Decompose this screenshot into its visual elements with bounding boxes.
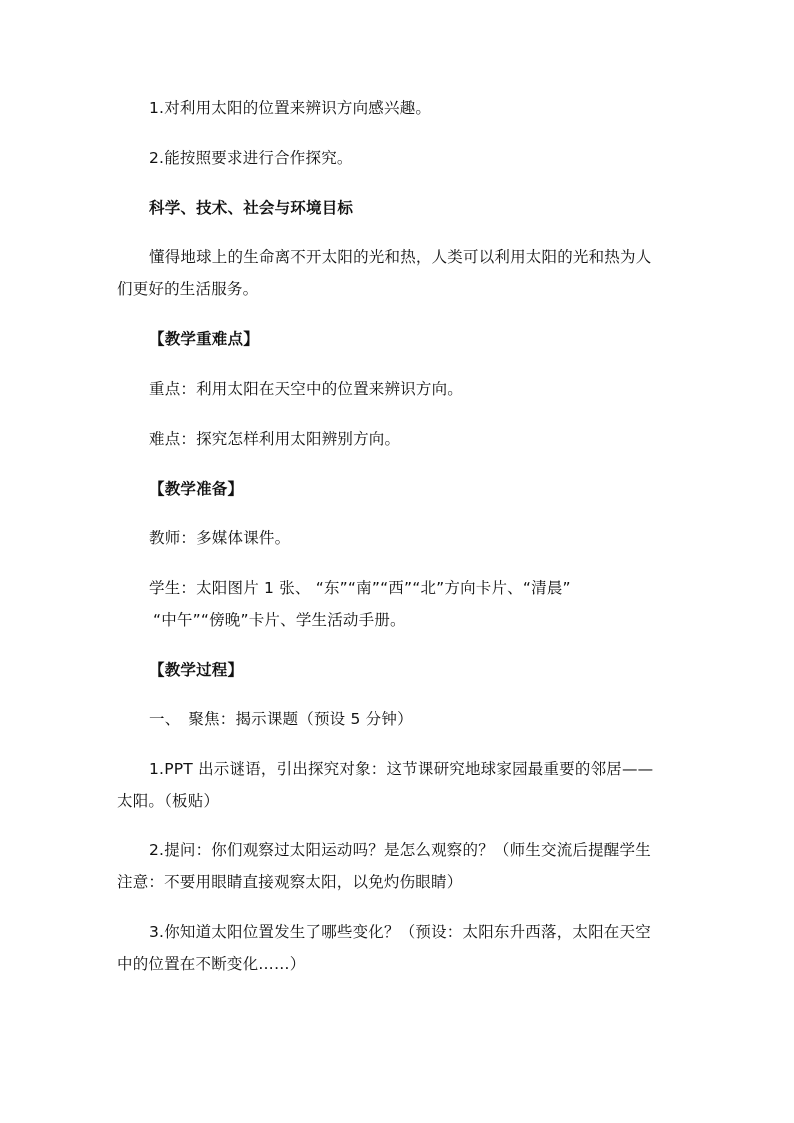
preparation-teacher: 教师：多媒体课件。 [149, 529, 291, 547]
process-item-1-line-1: 1.PPT 出示谜语，引出探究对象：这节课研究地球家园最重要的邻居—— [149, 760, 654, 778]
goal-item-2: 2.能按照要求进行合作探究。 [149, 149, 353, 167]
sts-goal-paragraph-line-2: 们更好的生活服务。 [117, 280, 259, 298]
section-heading-key-points: 【教学重难点】 [149, 330, 259, 348]
preparation-student-line-1: 学生：太阳图片 1 张、 “东”“南”“西”“北”方向卡片、“清晨” [149, 579, 571, 597]
goal-item-1: 1.对利用太阳的位置来辨识方向感兴趣。 [149, 99, 432, 117]
key-point-difficulty: 难点：探究怎样利用太阳辨别方向。 [149, 430, 401, 448]
section-heading-sts-goals: 科学、技术、社会与环境目标 [149, 199, 354, 217]
preparation-student-line-2: “中午”“傍晚”卡片、学生活动手册。 [153, 611, 406, 629]
process-step-heading-1: 一、 聚焦：揭示课题（预设 5 分钟） [149, 710, 413, 728]
process-item-1-line-2: 太阳。（板贴） [117, 792, 220, 810]
key-point-focus: 重点：利用太阳在天空中的位置来辨识方向。 [149, 380, 464, 398]
process-item-3-line-2: 中的位置在不断变化……） [117, 955, 306, 973]
process-item-3-line-1: 3.你知道太阳位置发生了哪些变化？（预设：太阳东升西落，太阳在天空 [149, 923, 651, 941]
process-item-2-line-1: 2.提问：你们观察过太阳运动吗？是怎么观察的？（师生交流后提醒学生 [149, 841, 651, 859]
sts-goal-paragraph-line-1: 懂得地球上的生命离不开太阳的光和热，人类可以利用太阳的光和热为人 [149, 248, 652, 266]
process-item-2-line-2: 注意：不要用眼睛直接观察太阳，以免灼伤眼睛） [117, 873, 463, 891]
section-heading-preparation: 【教学准备】 [149, 480, 244, 498]
section-heading-process: 【教学过程】 [149, 661, 244, 679]
